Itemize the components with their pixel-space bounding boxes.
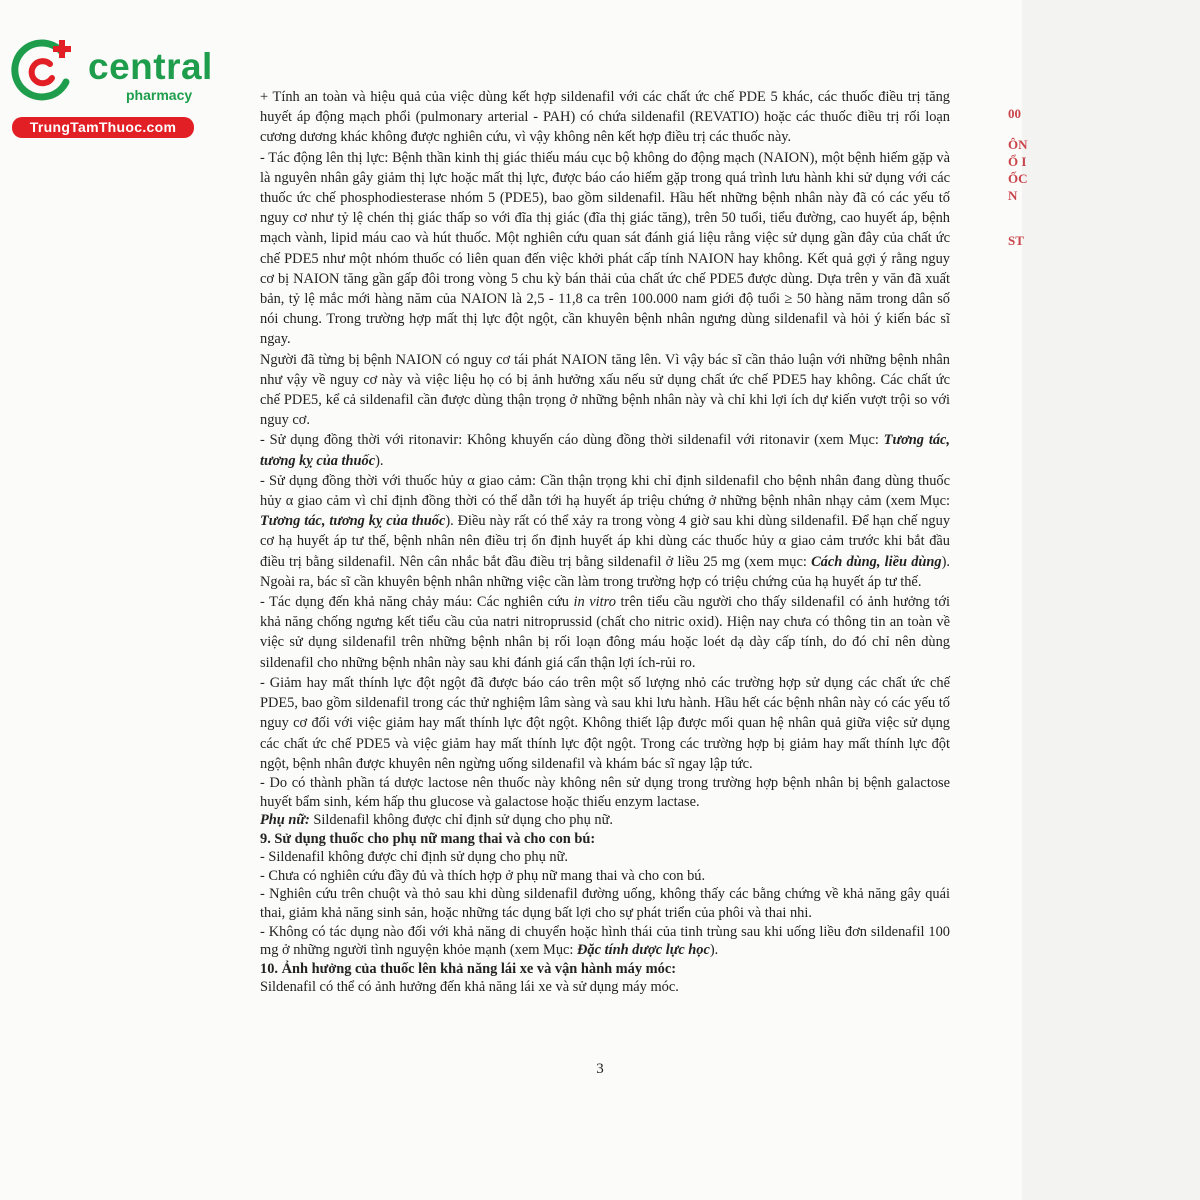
paragraph: - Tác động lên thị lực: Bệnh thần kinh thị giác thiếu máu cục bộ không do động mạch (NAION), một bệnh hiếm gặp và là nguyên nhân gây giảm thị lực hoặc mất thị lực, được báo cáo hiếm gặp trong quá trình lưu hành khi sử dụng với các thuốc ức chế phosphodiesterase nhóm 5 (PDE5), bao gồm sildenafil. Hầu hết những bệnh nhân này đã có các yếu tố nguy cơ như tỷ lệ chén thị giác thấp so với đĩa thị giác (đĩa thị giác tăng), trên 50 tuổi, tiểu đường, cao huyết áp, bệnh mạch vành, lipid máu cao và hút thuốc. Một nghiên cứu quan sát đánh giá liệu rằng việc sử dụng gần đây của chất ức chế PDE5 như một nhóm thuốc có liên quan đến việc khởi phát cấp tính NAION hay không. Kết quả gợi ý rằng nguy cơ bị NAION tăng gần gấp đôi trong vòng 5 chu kỳ bán thải của chất ức chế PDE5 được dùng. Dựa trên y văn đã xuất bản, tỷ lệ mắc mới hàng năm của NAION là 2,5 - 11,8 ca trên 100.000 nam giới độ tuổi ≥ 50 hàng năm trong dân số nói chung. Trong trường hợp mất thị lực đột ngột, cần khuyên bệnh nhân ngưng dùng sildenafil và hỏi ý kiến bác sĩ ngay. <box>260 149 950 348</box>
paragraph: - Chưa có nghiên cứu đầy đủ và thích hợp ở phụ nữ mang thai và cho con bú. <box>260 867 706 884</box>
paragraph: Người đã từng bị bệnh NAION có nguy cơ tái phát NAION tăng lên. Vì vậy bác sĩ cần thảo luận với những bệnh nhân như vậy về nguy cơ này và việc liệu họ có bị ảnh hưởng xấu nếu sử dụng chất ức chế PDE5 hay không. Các chất ức chế PDE5, kể cả sildenafil cần được dùng thận trọng ở những bệnh nhân này và chỉ khi lợi ích dự kiến vượt trội so với nguy cơ. <box>260 351 950 429</box>
paragraph: - Giảm hay mất thính lực đột ngột đã được báo cáo trên một số lượng nhỏ các trường hợp sử dụng các chất ức chế PDE5, bao gồm sildenafil trong các thử nghiệm lâm sàng và sau khi lưu hành. Hầu hết các bệnh nhân này có các yếu tố nguy cơ đối với việc giảm hay mất thính lực đột ngột. Không thiết lập được mối quan hệ nhân quả giữa việc sử dụng các chất ức chế PDE5 và việc giảm hay mất thính lực đột ngột. Trong các trường hợp bị giảm hay mất thính lực đột ngột, bệnh nhân được khuyên nên ngừng uống sildenafil và khám bác sĩ ngay lập tức. <box>260 674 950 772</box>
paragraph: - Do có thành phần tá dược lactose nên thuốc này không nên sử dụng trong trường hợp bệnh nhân bị bệnh galactose huyết bẩm sinh, kém hấp thu glucose và galactose hoặc thiếu enzym lactase. <box>260 774 950 810</box>
paragraph: - Tác dụng đến khả năng chảy máu: Các nghiên cứu in vitro trên tiểu cầu người cho thấy sildenafil có ảnh hưởng tới khả năng chống ngưng kết tiểu cầu của natri nitroprussid (chất cho nitric oxid). Hiện nay chưa có thông tin an toàn về việc sử dụng sildenafil trên những bệnh nhân bị rối loạn đông máu hoặc loét dạ dày cấp tính, do đó chỉ nên dùng sildenafil cho những bệnh nhân này sau khi đánh giá cẩn thận lợi ích-rủi ro. <box>260 594 950 671</box>
paragraph: Sildenafil có thể có ảnh hưởng đến khả năng lái xe và sử dụng máy móc. <box>260 979 679 996</box>
brand-name: central <box>88 46 213 87</box>
paragraph: + Tính an toàn và hiệu quả của việc dùng kết hợp sildenafil với các chất ức chế PDE 5 khác, các thuốc điều trị tăng huyết áp động mạch phổi (pulmonary arterial - PAH) có chứa sildenafil (REVATIO) hoặc các thuốc điều trị rối loạn cương dương khác không được nghiên cứu, vì vậy không nên kết hợp điều trị các thuốc này. <box>260 89 950 146</box>
paragraph: - Không có tác dụng nào đối với khả năng di chuyển hoặc hình thái của tinh trùng sau khi uống liều đơn sildenafil 100 mg ở những người tình nguyện khỏe mạnh (xem Mục: Đặc tính dược lực học). <box>260 923 950 959</box>
paragraph: - Sildenafil không được chỉ định sử dụng cho phụ nữ. <box>260 849 568 866</box>
paragraph: - Sử dụng đồng thời với ritonavir: Không khuyến cáo dùng đồng thời sildenafil với ritonavir (xem Mục: Tương tác, tương kỵ của thuốc). <box>260 432 950 469</box>
page-number: 3 <box>596 1061 604 1077</box>
stamp-text: 00 <box>1008 106 1021 121</box>
stamp-text: Ổ I <box>1008 154 1027 169</box>
stamp-text: ỐC <box>1008 171 1028 186</box>
section-heading: 10. Ảnh hưởng của thuốc lên khả năng lái xe và vận hành máy móc: <box>260 960 677 977</box>
brand-site: TrungTamThuoc.com <box>12 117 194 138</box>
paragraph: Phụ nữ: Sildenafil không được chỉ định sử dụng cho phụ nữ. <box>260 812 614 829</box>
document-body <box>260 87 950 997</box>
stamp-text: N <box>1008 188 1018 203</box>
stamp-text: ST <box>1008 233 1024 248</box>
paragraph: - Nghiên cứu trên chuột và thỏ sau khi dùng sildenafil đường uống, không thấy các bằng chứng về khả năng gây quái thai, giảm khả năng sinh sản, hoặc những tác dụng bất lợi cho sự phát triển của phôi và thai nhi. <box>260 886 950 922</box>
stamp-text: ÔN <box>1008 137 1028 152</box>
central-pharmacy-logo-icon <box>10 38 74 102</box>
scan-edge-strip <box>1022 0 1200 1200</box>
red-stamp-fragment <box>1008 105 1048 295</box>
brand-sub: pharmacy <box>126 87 193 103</box>
paragraph: - Sử dụng đồng thời với thuốc hủy α giao cảm: Cần thận trọng khi chỉ định sildenafil cho bệnh nhân đang dùng thuốc hủy α giao cảm vì chỉ định đồng thời có thể dẫn tới hạ huyết áp triệu chứng ở những bệnh nhân nhạy cảm (xem Mục: Tương tác, tương kỵ của thuốc). Điều này rất có thể xảy ra trong vòng 4 giờ sau khi dùng sildenafil. Để hạn chế nguy cơ hạ huyết áp tư thế, bệnh nhân nên điều trị ổn định huyết áp khi dùng các thuốc hủy α giao cảm trước khi bắt đầu điều trị bằng sildenafil. Nên cân nhắc bắt đầu điều trị bằng sildenafil ở liều 25 mg (xem mục: Cách dùng, liều dùng). Ngoài ra, bác sĩ cần khuyên bệnh nhân những việc cần làm trong trường hợp có triệu chứng của hạ huyết áp tư thế. <box>260 472 951 590</box>
section-heading: 9. Sử dụng thuốc cho phụ nữ mang thai và cho con bú: <box>260 830 596 847</box>
